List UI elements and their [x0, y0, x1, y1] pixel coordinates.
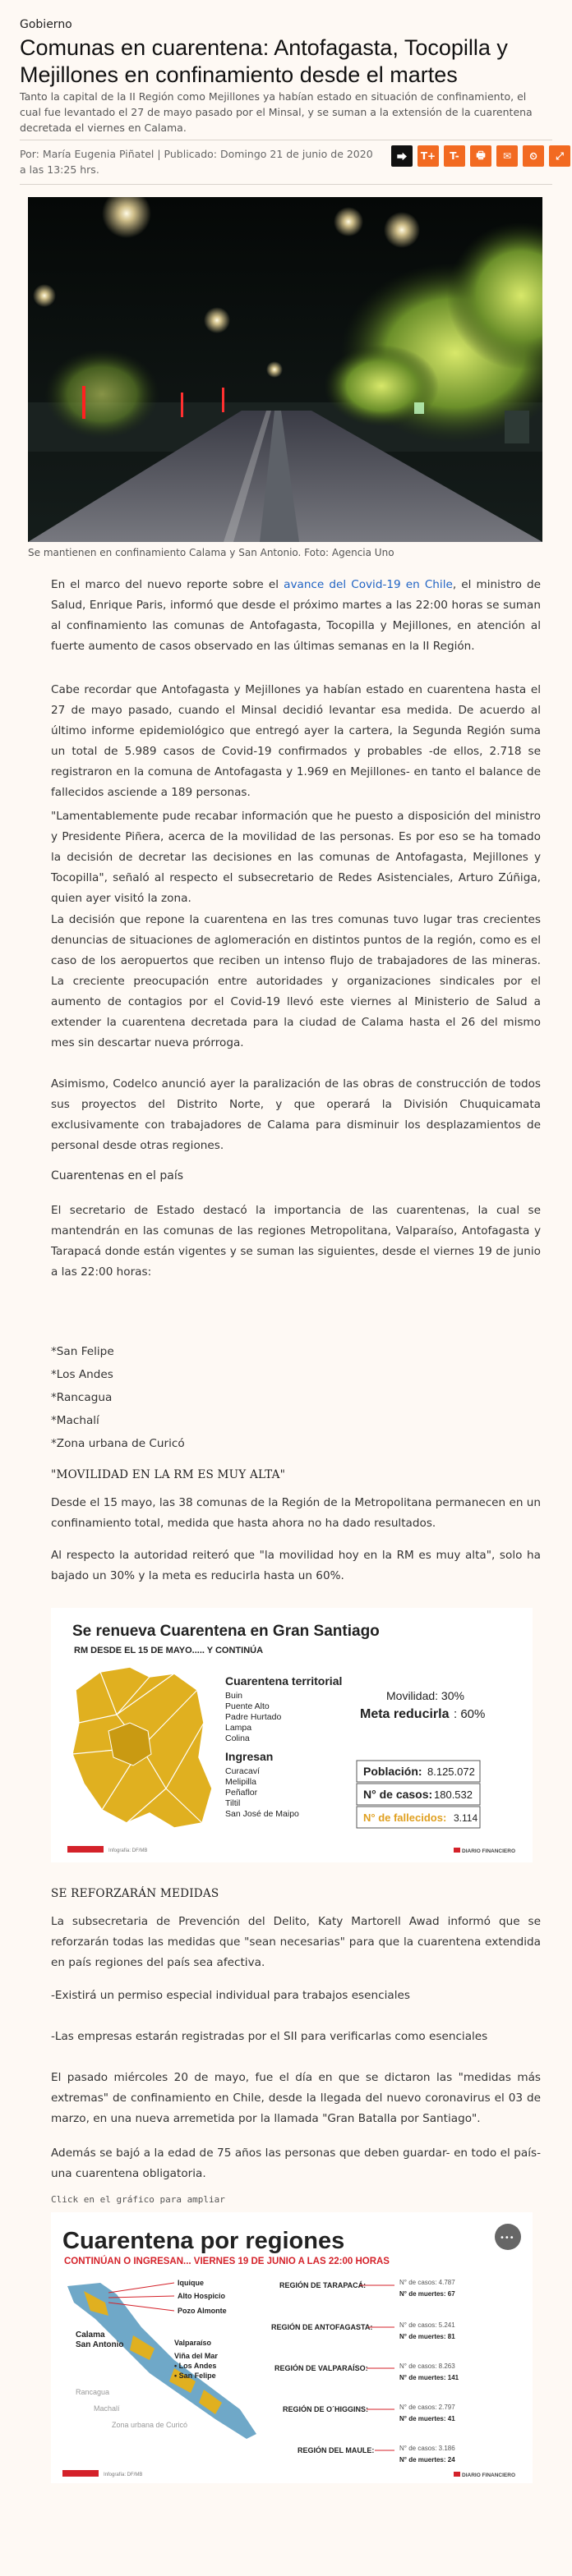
- region-cases: N° de casos: 5.241: [399, 2321, 455, 2329]
- covid-report-link[interactable]: avance del Covid-19 en Chile: [284, 578, 453, 591]
- graphic1-title: Se renueva Cuarentena en Gran Santiago: [72, 1623, 380, 1640]
- font-increase-icon[interactable]: T+: [417, 145, 439, 167]
- ingresan-commune: Curacaví: [225, 1766, 261, 1776]
- paragraph-3: "Lamentablemente pude recabar información que he puesto a disposición del ministro y Presidente Piñera, acerca de la movilidad de las personas. Es por eso se ha tomado la decisión de decretar las decisiones en las comunas de Antofagasta, Mejillones y Tocopilla", señaló al respecto el subsecretario de Redes Asistenciales, Arturo Zúñiga, quien ayer visitó la zona.: [51, 810, 541, 905]
- subheading-cuarentenas: Cuarentenas en el país: [51, 1169, 183, 1182]
- territorial-commune: Puente Alto: [225, 1701, 270, 1711]
- fallecidos-value: 3.114: [454, 1812, 478, 1824]
- region-name: REGIÓN DE TARAPACÁ:: [279, 2281, 367, 2289]
- map-label: • San Felipe: [174, 2372, 216, 2380]
- article-headline: Comunas en cuarentena: Antofagasta, Tocopilla y Mejillones en confinamiento desde el martes: [20, 35, 508, 87]
- map-label: Alto Hospicio: [178, 2292, 225, 2300]
- graphic2-title: Cuarentena por regiones: [62, 2228, 345, 2254]
- territorial-commune: Lampa: [225, 1723, 252, 1733]
- commune-list: [51, 1340, 185, 1455]
- region-deaths: N° de muertes: 81: [399, 2333, 455, 2340]
- territorial-commune: Buin: [225, 1691, 243, 1701]
- map-label: Pozo Almonte: [178, 2307, 227, 2315]
- subheading-movilidad: "MOVILIDAD EN LA RM ES MUY ALTA": [51, 1468, 286, 1481]
- list-item: *Los Andes: [51, 1368, 113, 1381]
- article-toolbar: [391, 145, 570, 167]
- region-cases: N° de casos: 8.263: [399, 2362, 455, 2370]
- paragraph-1: En el marco del nuevo reporte sobre el avance del Covid-19 en Chile, el ministro de Salud, Enrique Paris, informó que desde el próximo martes a las 22:00 horas se suman al confinamiento las comunas de Antofagasta, Tocopilla y Mejillones, en atención al fuerte aumento de casos observado en las últimas semanas en la II Región.: [51, 578, 541, 653]
- list-item: *Rancagua: [51, 1391, 113, 1404]
- click-to-enlarge-hint: Click en el gráfico para ampliar: [51, 2194, 225, 2205]
- paragraph-10: -Existirá un permiso especial individual para trabajos esenciales: [51, 1989, 410, 2002]
- list-item: *Machalí: [51, 1414, 99, 1427]
- infographic-gran-santiago[interactable]: [51, 1608, 533, 1862]
- paragraph-13: Además se bajó a la edad de 75 años las personas que deben guardar- en todo el país- una cuarentena obligatoria.: [51, 2147, 541, 2180]
- divider-byline: [20, 184, 552, 185]
- map-label: Iquique: [178, 2279, 204, 2287]
- map-label: Calama: [76, 2330, 105, 2340]
- territorial-title: Cuarentena territorial: [225, 1674, 343, 1687]
- casos-label: N° de casos:: [363, 1788, 433, 1801]
- region-deaths: N° de muertes: 141: [399, 2374, 459, 2381]
- region-deaths: N° de muertes: 67: [399, 2290, 455, 2298]
- graphic1-subtitle: RM DESDE EL 15 DE MAYO..... Y CONTINÚA: [74, 1646, 264, 1655]
- hero-photo[interactable]: [28, 197, 542, 542]
- article-byline: Por: María Eugenia Piñatel | Publicado: Domingo 21 de junio de 2020 a las 13:25 hrs.: [20, 148, 373, 176]
- paragraph-8: Al respecto la autoridad reiteró que "la movilidad hoy en la RM es muy alta", solo ha bajado un 30% y la meta es reducirla hasta un 60%.: [51, 1549, 541, 1582]
- region-deaths: N° de muertes: 24: [399, 2456, 455, 2464]
- graphic1-brand: DIARIO FINANCIERO: [462, 1848, 515, 1854]
- graphic2-subtitle: CONTINÚAN O INGRESAN... VIERNES 19 DE JUNIO A LAS 22:00 HORAS: [64, 2257, 390, 2266]
- font-decrease-icon[interactable]: T-: [444, 145, 465, 167]
- ingresan-commune: San José de Maipo: [225, 1809, 299, 1819]
- ingresan-commune: Melipilla: [225, 1777, 256, 1787]
- meta-label: Meta reducirla: [360, 1707, 450, 1721]
- paragraph-11: -Las empresas estarán registradas por el SII para verificarlas como esenciales: [51, 2030, 488, 2043]
- photo-caption: Se mantienen en confinamiento Calama y San Antonio. Foto: Agencia Uno: [28, 547, 394, 558]
- region-name: REGIÓN DE VALPARAÍSO:: [274, 2364, 368, 2372]
- paragraph-6: El secretario de Estado destacó la importancia de las cuarentenas, la cual se mantendrán en las comunas de las regiones Metropolitana, Valparaíso, Antofagasta y Tarapacá donde están vigentes y se suman las siguientes, desde el viernes 19 de junio a las 22:00 horas:: [51, 1204, 541, 1279]
- territorial-commune: Padre Hurtado: [225, 1712, 282, 1722]
- expand-icon[interactable]: ⤢: [549, 145, 570, 167]
- paragraph-12: El pasado miércoles 20 de mayo, fue el día en que se dictaron las "medidas más extremas" de confinamiento en Chile, desde la llegada del nuevo coronavirus el 03 de marzo, en una nueva arremetida por la llamada "Gran Batalla por Santiago".: [51, 2071, 541, 2125]
- graphic2-footer-tag: Infografía: DF/MB: [104, 2473, 143, 2477]
- section-label[interactable]: Gobierno: [20, 18, 72, 31]
- fallecidos-label: N° de fallecidos:: [363, 1811, 447, 1824]
- region-deaths: N° de muertes: 41: [399, 2415, 455, 2422]
- clock-icon[interactable]: ⏲: [523, 145, 544, 167]
- paragraph-7: Desde el 15 mayo, las 38 comunas de la Región de la Metropolitana permanecen en un confinamiento total, medida que hasta ahora no ha dado resultados.: [51, 1496, 542, 1530]
- map-label: Zona urbana de Curicó: [112, 2421, 188, 2429]
- region-name: REGIÓN DE ANTOFAGASTA:: [271, 2323, 373, 2331]
- region-cases: N° de casos: 4.787: [399, 2279, 455, 2286]
- gran-santiago-graphic: [51, 1608, 533, 1862]
- map-label: Valparaíso: [174, 2339, 212, 2347]
- email-icon[interactable]: ✉: [496, 145, 518, 167]
- region-name: REGIÓN DEL MAULE:: [298, 2446, 375, 2454]
- infographic-cuarentena-regiones[interactable]: [51, 2212, 533, 2483]
- paragraph-9: La subsecretaria de Prevención del Delito, Katy Martorell Awad informó que se reforzarán todas las medidas que "sean necesarias" para que la cuarentena extendida en país regiones del país sea afectiva.: [51, 1915, 541, 1969]
- list-item: *Zona urbana de Curicó: [51, 1437, 185, 1450]
- map-label: Machalí: [94, 2404, 120, 2413]
- ingresan-title: Ingresan: [225, 1750, 274, 1763]
- graphic2-brand: DIARIO FINANCIERO: [462, 2473, 515, 2478]
- paragraph-5: Asimismo, Codelco anunció ayer la paralización de las obras de construcción de todos sus proyectos del Distrito Norte, y que operará la División Chuquicamata exclusivamente con trabajadores de Calama para disminuir los desplazamientos de personal desde otras regiones.: [51, 1077, 541, 1152]
- brand-logo-icon: [454, 2472, 460, 2477]
- region-cases: N° de casos: 3.186: [399, 2445, 455, 2452]
- region-name: REGIÓN DE O´HIGGINS:: [283, 2405, 369, 2413]
- list-item: *San Felipe: [51, 1345, 114, 1358]
- share-icon[interactable]: ⮕: [391, 145, 413, 167]
- region-cases: N° de casos: 2.797: [399, 2404, 455, 2411]
- meta-value: : 60%: [454, 1707, 486, 1721]
- poblacion-label: Población:: [363, 1765, 422, 1778]
- graphic1-footer-tag: Infografía: DF/MB: [108, 1848, 148, 1853]
- brand-logo-icon: [454, 1848, 460, 1853]
- map-label: Viña del Mar: [174, 2352, 218, 2360]
- print-icon[interactable]: 🖶: [470, 145, 491, 167]
- more-options-button: •••: [500, 2234, 514, 2243]
- ingresan-commune: Peñaflor: [225, 1788, 258, 1798]
- article-lead: Tanto la capital de la II Región como Mejillones ya habían estado en situación de confinamiento, el cual fue levantado el 27 de mayo pasado por el Minsal, y se suman a la extensión de la cuarentena decretada el viernes en Calama.: [20, 90, 533, 134]
- poblacion-value: 8.125.072: [427, 1766, 475, 1778]
- subheading-reforzaran: SE REFORZARÁN MEDIDAS: [51, 1887, 219, 1900]
- map-label: • Los Andes: [174, 2362, 217, 2370]
- paragraph-4: La decisión que repone la cuarentena en las tres comunas tuvo lugar tras crecientes denuncias de situaciones de aglomeración en distintos puntos de la región, como es el caso de los aeropuertos que reciben un intenso flujo de trabajadores de las mineras. La creciente preocupación entre autoridades y organizaciones sindicales por el aumento de contagios por el Covid-19 llevó este viernes al Ministerio de Salud a extender la cuarentena decretada para la ciudad de Calama hasta el 26 del mismo mes sin descartar nueva prórroga.: [51, 913, 541, 1049]
- map-label: San Antonio: [76, 2340, 124, 2349]
- movilidad-value: Movilidad: 30%: [386, 1689, 464, 1702]
- territorial-commune: Colina: [225, 1733, 250, 1743]
- ingresan-commune: Tiltil: [225, 1798, 241, 1808]
- regions-graphic: [51, 2212, 533, 2483]
- casos-value: 180.532: [434, 1789, 473, 1801]
- paragraph-2: Cabe recordar que Antofagasta y Mejillones ya habían estado en cuarentena hasta el 27 de mayo pasado, cuando el Minsal decidió levantar esa medida. De acuerdo al último informe epidemiológico que entregó ayer la cartera, la Segunda Región suma un total de 5.989 casos de Covid-19 confirmados y probables -de ellos, 2.718 se registraron en la comuna de Antofagasta y 1.969 en Mejillones- en tanto el balance de fallecidos asciende a 189 personas.: [51, 683, 541, 799]
- map-label: Rancagua: [76, 2388, 110, 2396]
